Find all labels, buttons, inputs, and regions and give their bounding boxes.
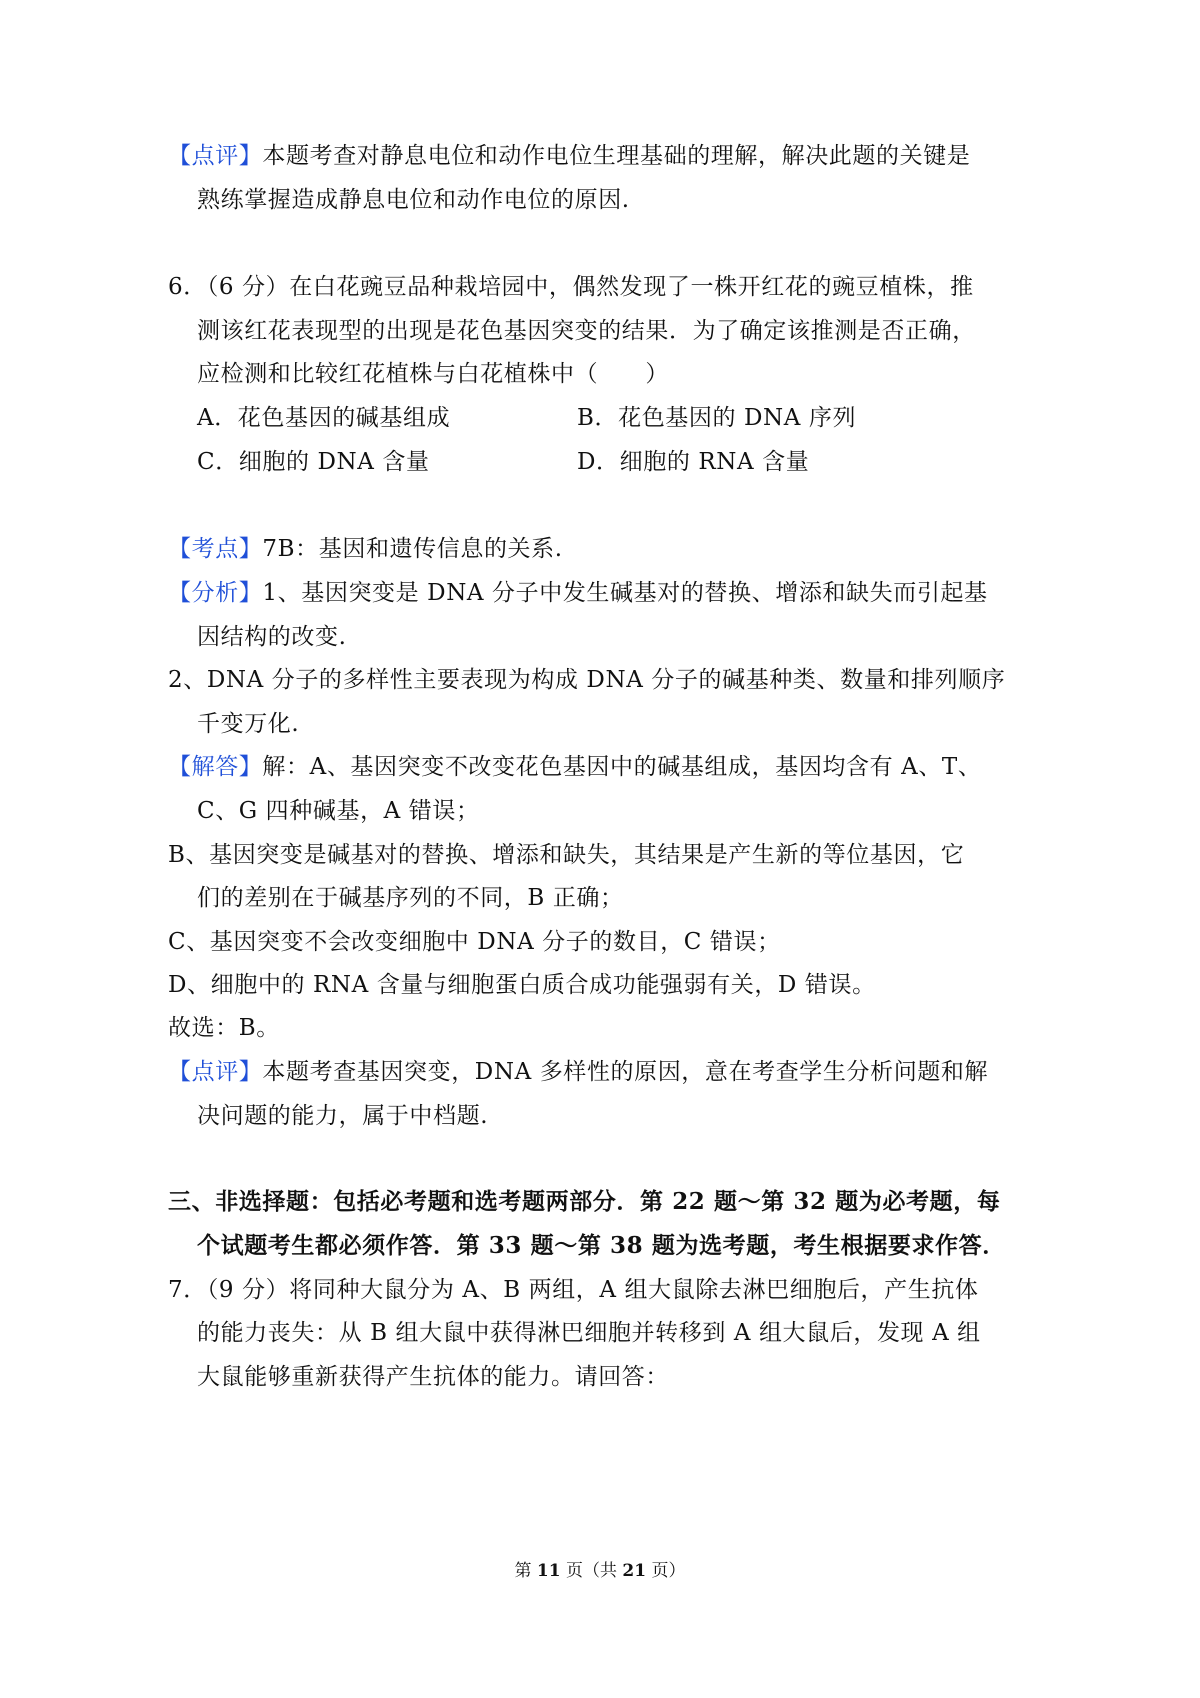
- jieda-line: 故选：B。: [168, 1015, 280, 1041]
- page-footer: [0, 1556, 1200, 1581]
- question-stem-line: 应检测和比较红花植株与白花植株中（ ）: [197, 361, 669, 387]
- fenxi-line: [168, 578, 988, 608]
- option-d: D．细胞的 RNA 含量: [577, 449, 810, 475]
- option-a: A．花色基因的碱基组成: [197, 405, 451, 431]
- jieda-line: [168, 752, 981, 782]
- kaodian-tag: 【考点】: [168, 536, 263, 562]
- fenxi-line: 因结构的改变.: [197, 624, 347, 650]
- question-stem-line: 6．（6 分）在白花豌豆品种栽培园中，偶然发现了一株开红花的豌豆植株，推: [168, 274, 974, 300]
- review-paragraph-line: 熟练掌握造成静息电位和动作电位的原因.: [197, 187, 630, 213]
- option-b: B．花色基因的 DNA 序列: [577, 405, 857, 431]
- review-paragraph-line: [168, 141, 970, 171]
- review-tag: 【点评】: [168, 1059, 263, 1085]
- review-text: 本题考查基因突变，DNA 多样性的原因，意在考查学生分析问题和解: [262, 1059, 989, 1085]
- question-stem-line: 的能力丧失：从 B 组大鼠中获得淋巴细胞并转移到 A 组大鼠后，发现 A 组: [197, 1320, 981, 1346]
- section-heading: 三、非选择题：包括必考题和选考题两部分．第 22 题～第 32 题为必考题，每: [168, 1188, 1001, 1215]
- review-tag: 【点评】: [168, 143, 263, 169]
- jieda-line: 们的差别在于碱基序列的不同，B 正确；: [197, 885, 624, 911]
- footer-middle: 页（共: [560, 1561, 623, 1581]
- footer-prefix: 第: [514, 1561, 537, 1581]
- review-text: 本题考查对静息电位和动作电位生理基础的理解，解决此题的关键是: [262, 143, 971, 169]
- footer-suffix: 页）: [646, 1561, 686, 1581]
- jieda-tag: 【解答】: [168, 754, 263, 780]
- review-paragraph-line: 决问题的能力，属于中档题.: [197, 1103, 489, 1129]
- total-pages: 21: [622, 1561, 647, 1581]
- fenxi-text: 1、基因突变是 DNA 分子中发生碱基对的替换、增添和缺失而引起基: [262, 580, 988, 606]
- question-stem-line: 大鼠能够重新获得产生抗体的能力。请回答：: [197, 1364, 669, 1390]
- jieda-line: B、基因突变是碱基对的替换、增添和缺失，其结果是产生新的等位基因，它: [168, 842, 965, 868]
- option-c: C．细胞的 DNA 含量: [197, 449, 430, 475]
- fenxi-tag: 【分析】: [168, 580, 263, 606]
- kaodian-text: 7B：基因和遗传信息的关系.: [262, 536, 563, 562]
- question-stem-line: 7．（9 分）将同种大鼠分为 A、B 两组，A 组大鼠除去淋巴细胞后，产生抗体: [168, 1277, 979, 1303]
- fenxi-line: 2、DNA 分子的多样性主要表现为构成 DNA 分子的碱基种类、数量和排列顺序: [168, 667, 1006, 693]
- review-paragraph-line: [168, 1057, 988, 1087]
- kaodian-line: [168, 534, 563, 564]
- jieda-line: C、基因突变不会改变细胞中 DNA 分子的数目，C 错误；: [168, 929, 781, 955]
- jieda-line: C、G 四种碱基，A 错误；: [197, 798, 480, 824]
- fenxi-line: 千变万化.: [197, 711, 300, 737]
- question-stem-line: 测该红花表现型的出现是花色基因突变的结果．为了确定该推测是否正确，: [197, 318, 976, 344]
- jieda-text: 解：A、基因突变不改变花色基因中的碱基组成，基因均含有 A、T、: [262, 754, 982, 780]
- section-heading: 个试题考生都必须作答．第 33 题～第 38 题为选考题，考生根据要求作答．: [197, 1232, 1006, 1259]
- jieda-line: D、细胞中的 RNA 含量与细胞蛋白质合成功能强弱有关，D 错误。: [168, 972, 876, 998]
- page-number: 11: [536, 1561, 561, 1581]
